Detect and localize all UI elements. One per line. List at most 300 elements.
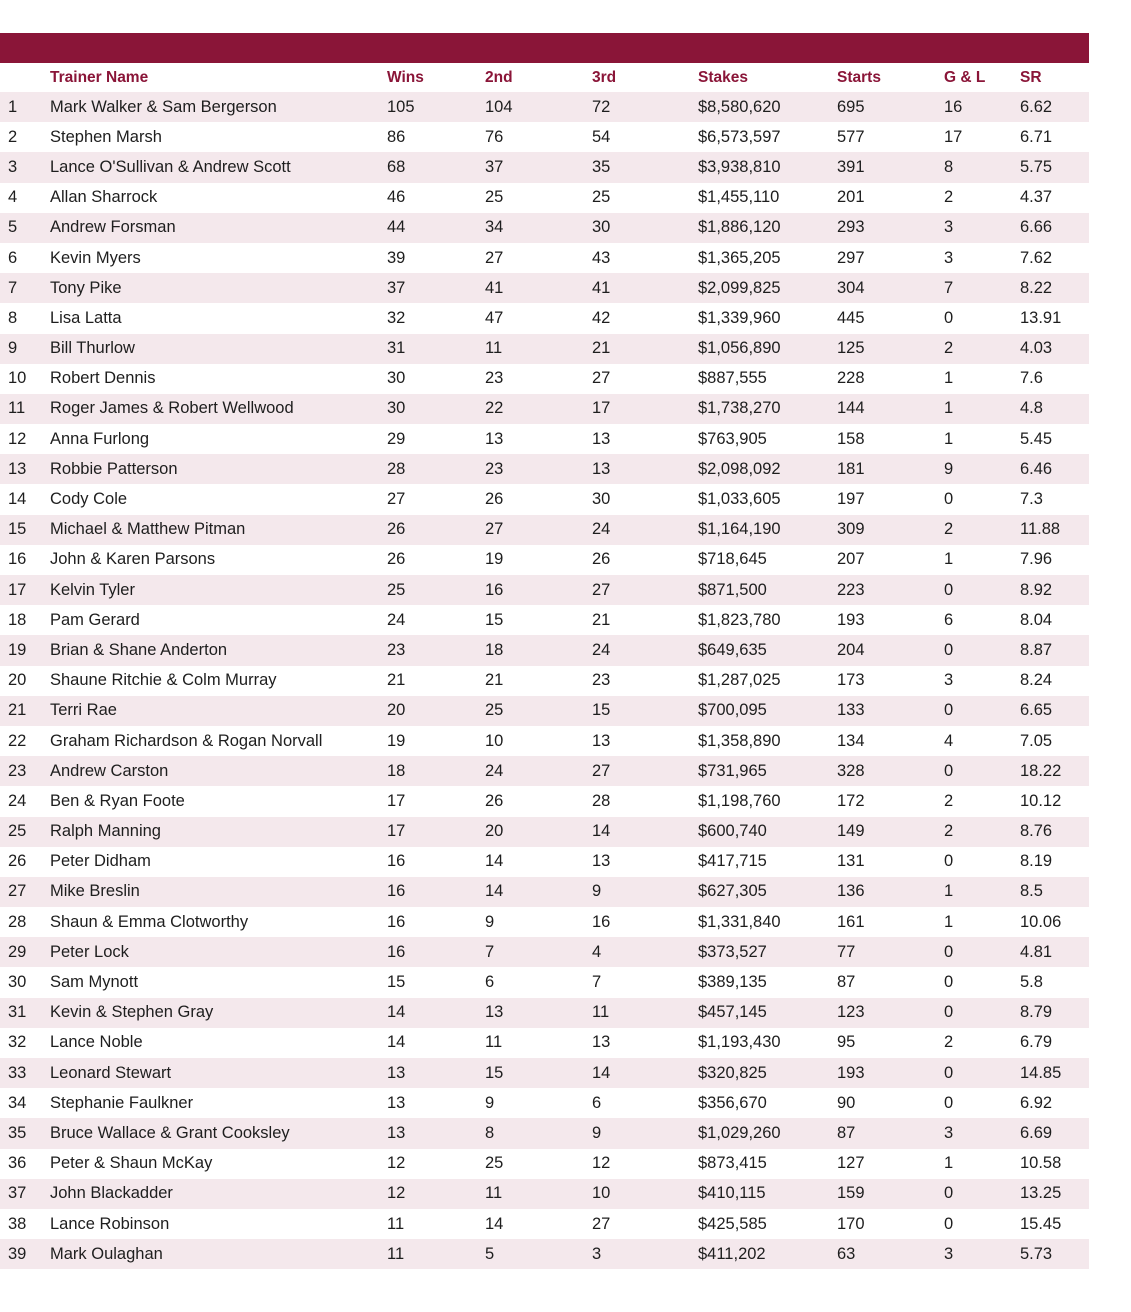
cell-starts: 90 <box>837 1093 856 1112</box>
cell-wins: 26 <box>387 520 406 539</box>
cell-stakes: $1,358,890 <box>698 731 781 750</box>
cell-rank: 33 <box>8 1063 27 1082</box>
cell-wins: 16 <box>387 942 406 961</box>
cell-wins: 15 <box>387 973 406 992</box>
cell-third: 3 <box>592 1244 602 1263</box>
cell-sr: 8.19 <box>1020 852 1053 871</box>
cell-sr: 8.92 <box>1020 580 1053 599</box>
cell-third: 27 <box>592 761 611 780</box>
cell-stakes: $1,339,960 <box>698 308 781 327</box>
cell-gl: 2 <box>944 339 954 358</box>
cell-name: John Blackadder <box>50 1184 173 1203</box>
cell-gl: 0 <box>944 1093 954 1112</box>
cell-sr: 8.87 <box>1020 640 1053 659</box>
cell-stakes: $1,164,190 <box>698 520 781 539</box>
cell-wins: 32 <box>387 308 406 327</box>
cell-stakes: $1,193,430 <box>698 1033 781 1052</box>
cell-rank: 30 <box>8 973 27 992</box>
cell-sr: 6.65 <box>1020 701 1053 720</box>
cell-rank: 9 <box>8 339 18 358</box>
cell-wins: 16 <box>387 882 406 901</box>
cell-wins: 28 <box>387 459 406 478</box>
cell-sr: 7.05 <box>1020 731 1053 750</box>
cell-sr: 8.76 <box>1020 822 1053 841</box>
cell-starts: 123 <box>837 1003 865 1022</box>
cell-sr: 6.92 <box>1020 1093 1053 1112</box>
cell-name: Shaune Ritchie & Colm Murray <box>50 671 277 690</box>
cell-name: Graham Richardson & Rogan Norvall <box>50 731 323 750</box>
cell-third: 16 <box>592 912 611 931</box>
cell-gl: 16 <box>944 97 963 116</box>
header-banner <box>0 33 1089 63</box>
cell-starts: 445 <box>837 308 865 327</box>
cell-name: Peter & Shaun McKay <box>50 1154 213 1173</box>
cell-third: 43 <box>592 248 611 267</box>
cell-gl: 9 <box>944 459 954 478</box>
cell-rank: 18 <box>8 610 27 629</box>
cell-starts: 193 <box>837 610 865 629</box>
table-row <box>0 998 1089 1028</box>
cell-sr: 10.12 <box>1020 791 1062 810</box>
cell-sr: 8.04 <box>1020 610 1053 629</box>
cell-second: 5 <box>485 1244 495 1263</box>
cell-rank: 25 <box>8 822 27 841</box>
cell-wins: 11 <box>387 1244 405 1263</box>
cell-sr: 5.45 <box>1020 429 1053 448</box>
cell-wins: 12 <box>387 1184 406 1203</box>
cell-wins: 17 <box>387 791 406 810</box>
cell-wins: 29 <box>387 429 406 448</box>
cell-third: 21 <box>592 339 611 358</box>
table-row <box>0 424 1089 454</box>
cell-gl: 0 <box>944 973 954 992</box>
cell-stakes: $1,029,260 <box>698 1123 781 1142</box>
cell-stakes: $649,635 <box>698 640 767 659</box>
cell-stakes: $3,938,810 <box>698 157 781 176</box>
header-gl: G & L <box>944 68 986 86</box>
cell-sr: 4.37 <box>1020 188 1053 207</box>
cell-rank: 3 <box>8 157 18 176</box>
cell-third: 13 <box>592 731 611 750</box>
cell-wins: 13 <box>387 1063 406 1082</box>
cell-wins: 20 <box>387 701 406 720</box>
cell-name: Leonard Stewart <box>50 1063 172 1082</box>
cell-gl: 0 <box>944 640 954 659</box>
cell-rank: 10 <box>8 369 27 388</box>
header-starts: Starts <box>837 68 881 86</box>
cell-third: 24 <box>592 640 611 659</box>
cell-stakes: $1,738,270 <box>698 399 781 418</box>
cell-gl: 0 <box>944 308 954 327</box>
cell-third: 9 <box>592 882 602 901</box>
cell-rank: 22 <box>8 731 27 750</box>
cell-starts: 304 <box>837 278 865 297</box>
cell-starts: 204 <box>837 640 865 659</box>
cell-name: Mark Oulaghan <box>50 1244 163 1263</box>
cell-stakes: $410,115 <box>698 1184 766 1203</box>
cell-second: 13 <box>485 1003 504 1022</box>
cell-gl: 17 <box>944 127 963 146</box>
cell-stakes: $1,455,110 <box>698 188 780 207</box>
cell-second: 27 <box>485 520 504 539</box>
table-row <box>0 213 1089 243</box>
cell-name: Lance Noble <box>50 1033 143 1052</box>
cell-gl: 0 <box>944 852 954 871</box>
header-sr: SR <box>1020 68 1042 86</box>
cell-starts: 149 <box>837 822 865 841</box>
cell-gl: 4 <box>944 731 954 750</box>
cell-stakes: $627,305 <box>698 882 767 901</box>
cell-name: Ben & Ryan Foote <box>50 791 185 810</box>
cell-stakes: $731,965 <box>698 761 767 780</box>
cell-second: 18 <box>485 640 504 659</box>
cell-sr: 8.24 <box>1020 671 1053 690</box>
cell-name: Sam Mynott <box>50 973 139 992</box>
cell-wins: 46 <box>387 188 406 207</box>
cell-rank: 5 <box>8 218 18 237</box>
cell-starts: 193 <box>837 1063 865 1082</box>
cell-rank: 34 <box>8 1093 27 1112</box>
cell-second: 24 <box>485 761 504 780</box>
header-stakes: Stakes <box>698 68 748 86</box>
cell-rank: 13 <box>8 459 27 478</box>
cell-name: Peter Lock <box>50 942 129 961</box>
header-wins: Wins <box>387 68 424 86</box>
cell-starts: 136 <box>837 882 865 901</box>
cell-gl: 0 <box>944 1184 954 1203</box>
cell-gl: 0 <box>944 942 954 961</box>
cell-second: 19 <box>485 550 504 569</box>
cell-rank: 14 <box>8 490 27 509</box>
cell-stakes: $718,645 <box>698 550 767 569</box>
table-row <box>0 1058 1089 1088</box>
cell-sr: 5.8 <box>1020 973 1043 992</box>
cell-sr: 6.79 <box>1020 1033 1053 1052</box>
cell-third: 7 <box>592 973 602 992</box>
cell-sr: 5.75 <box>1020 157 1053 176</box>
cell-stakes: $887,555 <box>698 369 767 388</box>
cell-name: Terri Rae <box>50 701 117 720</box>
cell-second: 26 <box>485 791 504 810</box>
cell-starts: 297 <box>837 248 865 267</box>
table-row <box>0 635 1089 665</box>
cell-wins: 11 <box>387 1214 405 1233</box>
cell-sr: 8.5 <box>1020 882 1043 901</box>
cell-gl: 2 <box>944 791 954 810</box>
cell-rank: 23 <box>8 761 27 780</box>
cell-rank: 1 <box>8 97 18 116</box>
cell-rank: 19 <box>8 640 27 659</box>
cell-stakes: $700,095 <box>698 701 767 720</box>
cell-gl: 0 <box>944 1214 954 1233</box>
table-row <box>0 937 1089 967</box>
cell-stakes: $600,740 <box>698 822 767 841</box>
cell-second: 15 <box>485 1063 504 1082</box>
cell-sr: 7.62 <box>1020 248 1053 267</box>
cell-stakes: $2,098,092 <box>698 459 781 478</box>
cell-gl: 2 <box>944 188 954 207</box>
table-row <box>0 1179 1089 1209</box>
table-row <box>0 1088 1089 1118</box>
table-row <box>0 605 1089 635</box>
cell-sr: 6.62 <box>1020 97 1053 116</box>
cell-name: Kelvin Tyler <box>50 580 135 599</box>
cell-rank: 11 <box>8 399 26 418</box>
cell-second: 37 <box>485 157 504 176</box>
cell-stakes: $873,415 <box>698 1154 767 1173</box>
cell-third: 21 <box>592 610 611 629</box>
cell-third: 10 <box>592 1184 611 1203</box>
cell-sr: 15.45 <box>1020 1214 1062 1233</box>
cell-second: 14 <box>485 852 504 871</box>
cell-second: 9 <box>485 912 495 931</box>
table-header-row <box>0 63 1089 92</box>
cell-starts: 77 <box>837 942 856 961</box>
cell-starts: 131 <box>837 852 865 871</box>
cell-third: 30 <box>592 490 611 509</box>
cell-starts: 577 <box>837 127 865 146</box>
cell-second: 26 <box>485 490 504 509</box>
cell-rank: 28 <box>8 912 27 931</box>
cell-second: 16 <box>485 580 504 599</box>
cell-gl: 1 <box>944 1154 954 1173</box>
cell-sr: 4.03 <box>1020 339 1053 358</box>
cell-second: 8 <box>485 1123 495 1142</box>
cell-stakes: $457,145 <box>698 1003 767 1022</box>
cell-starts: 158 <box>837 429 865 448</box>
cell-wins: 68 <box>387 157 406 176</box>
cell-third: 13 <box>592 1033 611 1052</box>
cell-rank: 7 <box>8 278 18 297</box>
cell-wins: 105 <box>387 97 415 116</box>
cell-gl: 7 <box>944 278 954 297</box>
cell-starts: 133 <box>837 701 865 720</box>
cell-stakes: $425,585 <box>698 1214 767 1233</box>
header-third: 3rd <box>592 68 617 86</box>
cell-name: Michael & Matthew Pitman <box>50 520 246 539</box>
cell-starts: 161 <box>837 912 865 931</box>
cell-gl: 1 <box>944 399 954 418</box>
cell-gl: 2 <box>944 520 954 539</box>
cell-wins: 25 <box>387 580 406 599</box>
cell-rank: 12 <box>8 429 27 448</box>
cell-third: 26 <box>592 550 611 569</box>
cell-wins: 17 <box>387 822 406 841</box>
cell-third: 30 <box>592 218 611 237</box>
cell-sr: 6.69 <box>1020 1123 1053 1142</box>
cell-second: 34 <box>485 218 504 237</box>
cell-gl: 1 <box>944 550 954 569</box>
cell-name: Bill Thurlow <box>50 339 135 358</box>
cell-third: 14 <box>592 1063 611 1082</box>
cell-second: 15 <box>485 610 504 629</box>
cell-starts: 173 <box>837 671 865 690</box>
table-row <box>0 817 1089 847</box>
cell-second: 9 <box>485 1093 495 1112</box>
cell-starts: 228 <box>837 369 865 388</box>
cell-second: 25 <box>485 701 504 720</box>
cell-gl: 3 <box>944 248 954 267</box>
cell-rank: 15 <box>8 520 27 539</box>
cell-name: Allan Sharrock <box>50 188 158 207</box>
cell-third: 11 <box>592 1003 610 1022</box>
cell-stakes: $411,202 <box>698 1244 766 1263</box>
cell-sr: 10.06 <box>1020 912 1062 931</box>
table-row <box>0 907 1089 937</box>
cell-second: 11 <box>485 339 503 358</box>
cell-wins: 13 <box>387 1093 406 1112</box>
table-row <box>0 726 1089 756</box>
cell-name: Lance Robinson <box>50 1214 170 1233</box>
cell-third: 72 <box>592 97 611 116</box>
cell-rank: 24 <box>8 791 27 810</box>
cell-rank: 36 <box>8 1154 27 1173</box>
cell-rank: 21 <box>8 701 27 720</box>
cell-name: Andrew Forsman <box>50 218 176 237</box>
cell-starts: 309 <box>837 520 865 539</box>
cell-third: 6 <box>592 1093 602 1112</box>
cell-starts: 293 <box>837 218 865 237</box>
cell-sr: 10.58 <box>1020 1154 1062 1173</box>
cell-starts: 125 <box>837 339 865 358</box>
table-row <box>0 1028 1089 1058</box>
cell-stakes: $1,886,120 <box>698 218 781 237</box>
cell-wins: 30 <box>387 399 406 418</box>
cell-rank: 17 <box>8 580 27 599</box>
cell-starts: 170 <box>837 1214 865 1233</box>
cell-rank: 38 <box>8 1214 27 1233</box>
cell-name: Stephanie Faulkner <box>50 1093 194 1112</box>
cell-rank: 27 <box>8 882 27 901</box>
cell-second: 14 <box>485 1214 504 1233</box>
table-row <box>0 1209 1089 1239</box>
cell-gl: 6 <box>944 610 954 629</box>
cell-rank: 8 <box>8 308 18 327</box>
table-row <box>0 122 1089 152</box>
cell-stakes: $871,500 <box>698 580 767 599</box>
cell-wins: 21 <box>387 671 406 690</box>
cell-gl: 1 <box>944 429 954 448</box>
table-row <box>0 575 1089 605</box>
cell-stakes: $1,331,840 <box>698 912 781 931</box>
cell-starts: 328 <box>837 761 865 780</box>
cell-second: 11 <box>485 1184 503 1203</box>
cell-second: 21 <box>485 671 504 690</box>
table-row <box>0 847 1089 877</box>
cell-name: Tony Pike <box>50 278 122 297</box>
cell-stakes: $763,905 <box>698 429 767 448</box>
cell-name: Bruce Wallace & Grant Cooksley <box>50 1123 290 1142</box>
cell-sr: 8.22 <box>1020 278 1053 297</box>
cell-wins: 27 <box>387 490 406 509</box>
table-row <box>0 484 1089 514</box>
cell-sr: 4.81 <box>1020 942 1053 961</box>
cell-starts: 172 <box>837 791 865 810</box>
cell-third: 15 <box>592 701 611 720</box>
cell-name: Robbie Patterson <box>50 459 178 478</box>
cell-starts: 127 <box>837 1154 865 1173</box>
table-row <box>0 303 1089 333</box>
table-row <box>0 696 1089 726</box>
cell-third: 13 <box>592 429 611 448</box>
cell-name: Andrew Carston <box>50 761 169 780</box>
table-body <box>0 92 1089 1269</box>
cell-rank: 20 <box>8 671 27 690</box>
cell-stakes: $373,527 <box>698 942 767 961</box>
cell-rank: 4 <box>8 188 18 207</box>
cell-third: 27 <box>592 1214 611 1233</box>
cell-stakes: $1,823,780 <box>698 610 781 629</box>
cell-second: 27 <box>485 248 504 267</box>
cell-stakes: $389,135 <box>698 973 767 992</box>
cell-wins: 14 <box>387 1033 406 1052</box>
cell-gl: 0 <box>944 580 954 599</box>
cell-starts: 63 <box>837 1244 856 1263</box>
cell-starts: 159 <box>837 1184 865 1203</box>
cell-second: 13 <box>485 429 504 448</box>
cell-second: 11 <box>485 1033 503 1052</box>
table-row <box>0 92 1089 122</box>
table-row <box>0 334 1089 364</box>
cell-third: 23 <box>592 671 611 690</box>
cell-gl: 3 <box>944 218 954 237</box>
cell-starts: 87 <box>837 1123 856 1142</box>
cell-second: 25 <box>485 1154 504 1173</box>
cell-gl: 1 <box>944 882 954 901</box>
cell-third: 4 <box>592 942 602 961</box>
header-trainer-name: Trainer Name <box>50 68 149 86</box>
table-row <box>0 545 1089 575</box>
cell-third: 14 <box>592 822 611 841</box>
cell-rank: 16 <box>8 550 27 569</box>
cell-starts: 87 <box>837 973 856 992</box>
cell-starts: 223 <box>837 580 865 599</box>
cell-name: Lance O'Sullivan & Andrew Scott <box>50 157 291 176</box>
cell-starts: 391 <box>837 157 865 176</box>
cell-name: Mark Walker & Sam Bergerson <box>50 97 277 116</box>
cell-gl: 0 <box>944 490 954 509</box>
cell-name: John & Karen Parsons <box>50 550 216 569</box>
cell-second: 10 <box>485 731 504 750</box>
cell-sr: 6.46 <box>1020 459 1053 478</box>
cell-gl: 0 <box>944 1063 954 1082</box>
cell-stakes: $6,573,597 <box>698 127 781 146</box>
table-row <box>0 786 1089 816</box>
cell-gl: 1 <box>944 912 954 931</box>
cell-rank: 29 <box>8 942 27 961</box>
cell-third: 42 <box>592 308 611 327</box>
cell-second: 104 <box>485 97 513 116</box>
cell-third: 27 <box>592 580 611 599</box>
table-row <box>0 1149 1089 1179</box>
cell-second: 6 <box>485 973 495 992</box>
cell-wins: 37 <box>387 278 406 297</box>
cell-gl: 2 <box>944 1033 954 1052</box>
cell-wins: 26 <box>387 550 406 569</box>
cell-third: 25 <box>592 188 611 207</box>
cell-second: 76 <box>485 127 504 146</box>
cell-name: Pam Gerard <box>50 610 140 629</box>
cell-stakes: $320,825 <box>698 1063 767 1082</box>
cell-second: 7 <box>485 942 495 961</box>
cell-third: 13 <box>592 852 611 871</box>
cell-stakes: $2,099,825 <box>698 278 781 297</box>
cell-sr: 6.66 <box>1020 218 1053 237</box>
cell-third: 27 <box>592 369 611 388</box>
cell-gl: 0 <box>944 701 954 720</box>
cell-wins: 14 <box>387 1003 406 1022</box>
cell-third: 35 <box>592 157 611 176</box>
